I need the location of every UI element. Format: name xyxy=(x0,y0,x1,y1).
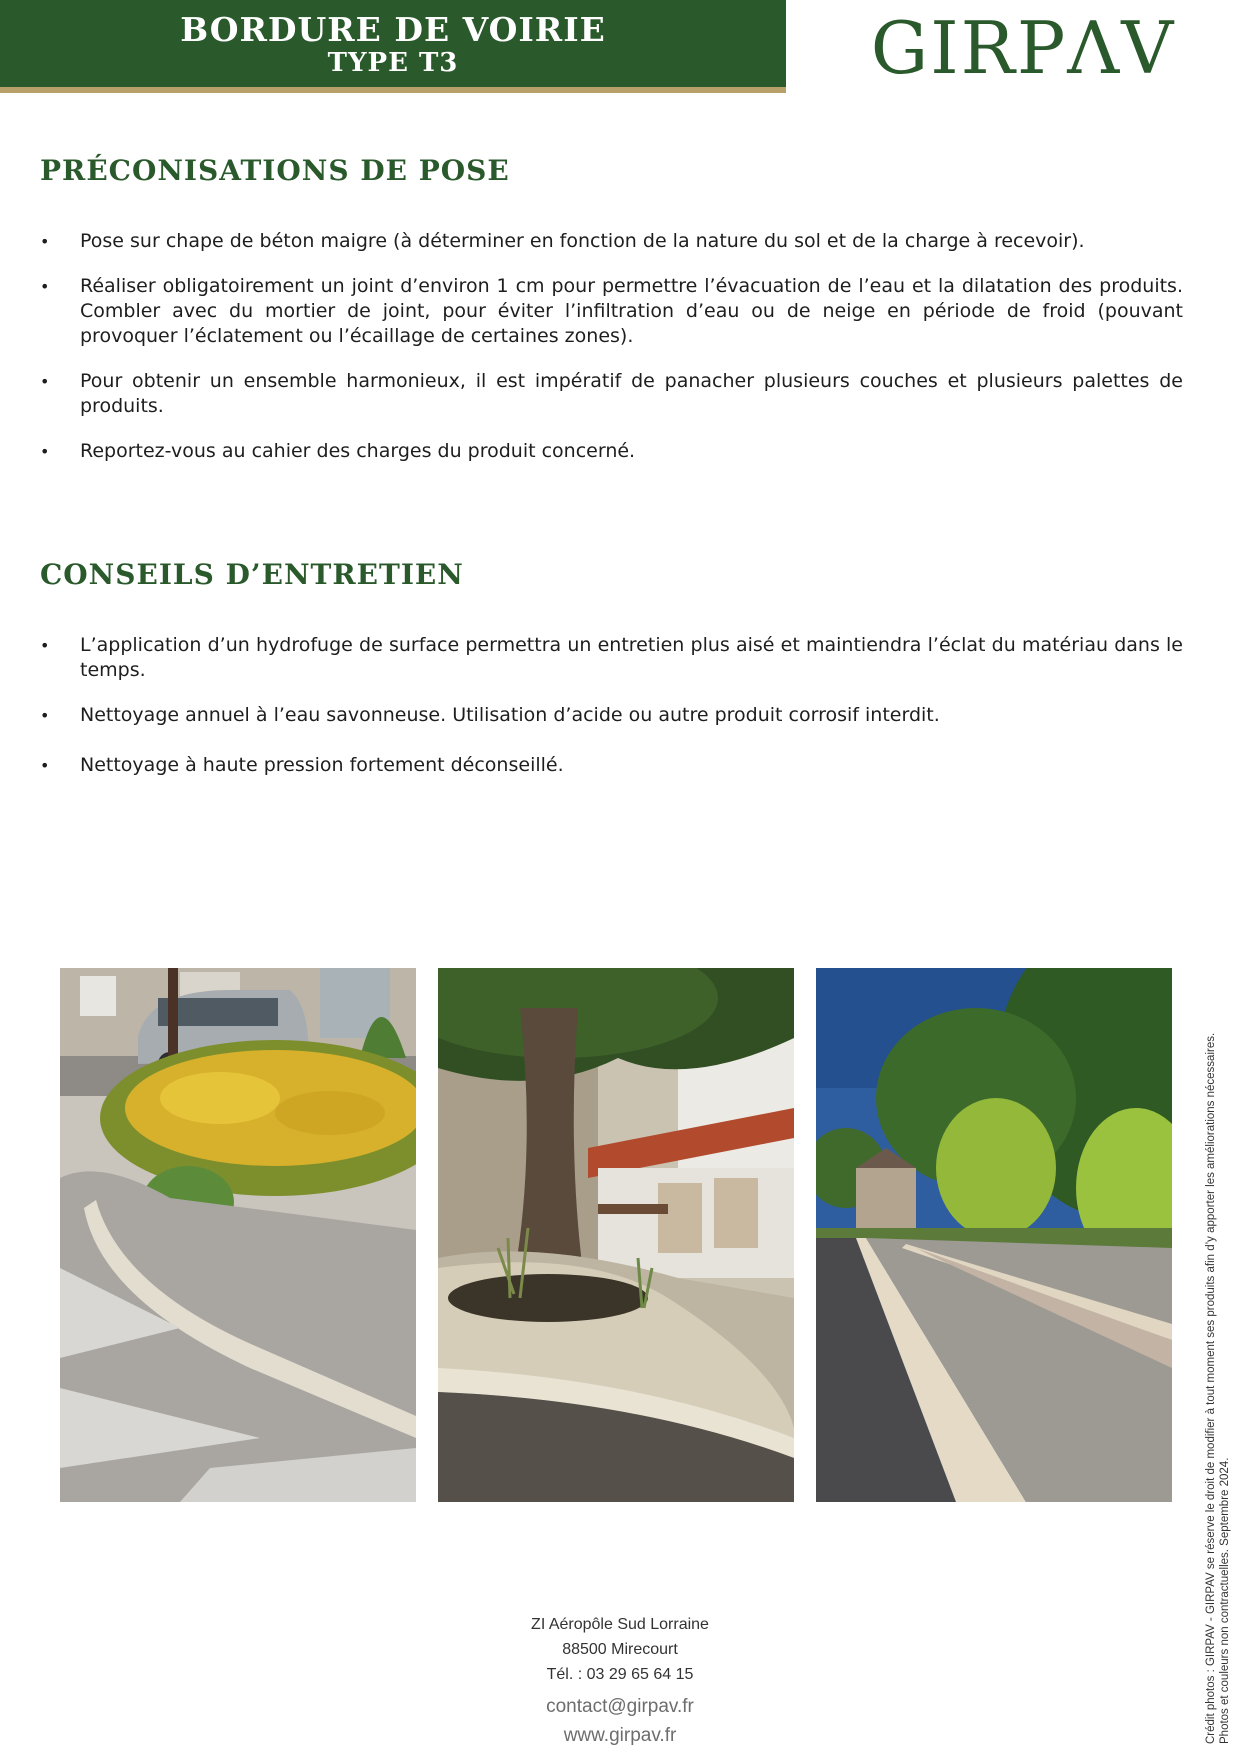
product-type: TYPE T3 xyxy=(327,47,459,78)
photo-tree-courtyard xyxy=(438,968,794,1502)
list-item: • Réaliser obligatoirement un joint d’environ 1 cm pour permettre l’évacuation de l’eau et la dilatation des produits. Combler avec du mortier de joint, pour éviter l’infiltration d’eau ou de neige en période de froid (pouvant provoquer l’éclatement ou l’écaillage de certaines zones). xyxy=(40,274,1183,349)
list-item: • Nettoyage annuel à l’eau savonneuse. Utilisation d’acide ou autre produit corrosif interdit. xyxy=(40,703,1183,728)
photo-road-curb xyxy=(816,968,1172,1502)
girpav-logo: GIRPΛV xyxy=(870,6,1176,90)
website-link[interactable]: www.girpav.fr xyxy=(563,1725,677,1746)
header-banner xyxy=(0,0,786,93)
email-link[interactable]: contact@girpav.fr xyxy=(546,1696,694,1717)
address-line2: 88500 Mirecourt xyxy=(562,1641,678,1658)
list-item: • Nettoyage à haute pression fortement déconseillé. xyxy=(40,753,1183,778)
product-title: BORDURE DE VOIRIE xyxy=(180,9,606,49)
entretien-list xyxy=(40,633,1183,778)
section-title-pose: PRÉCONISATIONS DE POSE xyxy=(40,154,510,187)
photo-credit-note xyxy=(1204,1004,1232,1744)
address-line1: ZI Aéropôle Sud Lorraine xyxy=(531,1616,709,1633)
list-item: • Reportez-vous au cahier des charges du produit concerné. xyxy=(40,439,1183,464)
company-address xyxy=(440,1612,800,1687)
list-item: • Pour obtenir un ensemble harmonieux, il est impératif de panacher plusieurs couches et plusieurs palettes de produits. xyxy=(40,369,1183,419)
list-item: • Pose sur chape de béton maigre (à déterminer en fonction de la nature du sol et de la charge à recevoir). xyxy=(40,229,1183,254)
photo-street-corner xyxy=(60,968,416,1502)
list-item: • L’application d’un hydrofuge de surface permettra un entretien plus aisé et maintiendra l’éclat du matériau dans le temps. xyxy=(40,633,1183,683)
phone-number: Tél. : 03 29 65 64 15 xyxy=(546,1666,694,1683)
section-title-entretien: CONSEILS D’ENTRETIEN xyxy=(40,558,464,591)
credit-line1: Crédit photos : GIRPAV - GIRPAV se réserve le droit de modifier à tout moment ses produits afin d’y apporter les améliorations nécessaires. xyxy=(1205,1032,1217,1744)
company-contact xyxy=(440,1692,800,1750)
pose-list xyxy=(40,229,1183,464)
credit-line2: Photos et couleurs non contractuelles. Septembre 2024. xyxy=(1219,1457,1231,1744)
